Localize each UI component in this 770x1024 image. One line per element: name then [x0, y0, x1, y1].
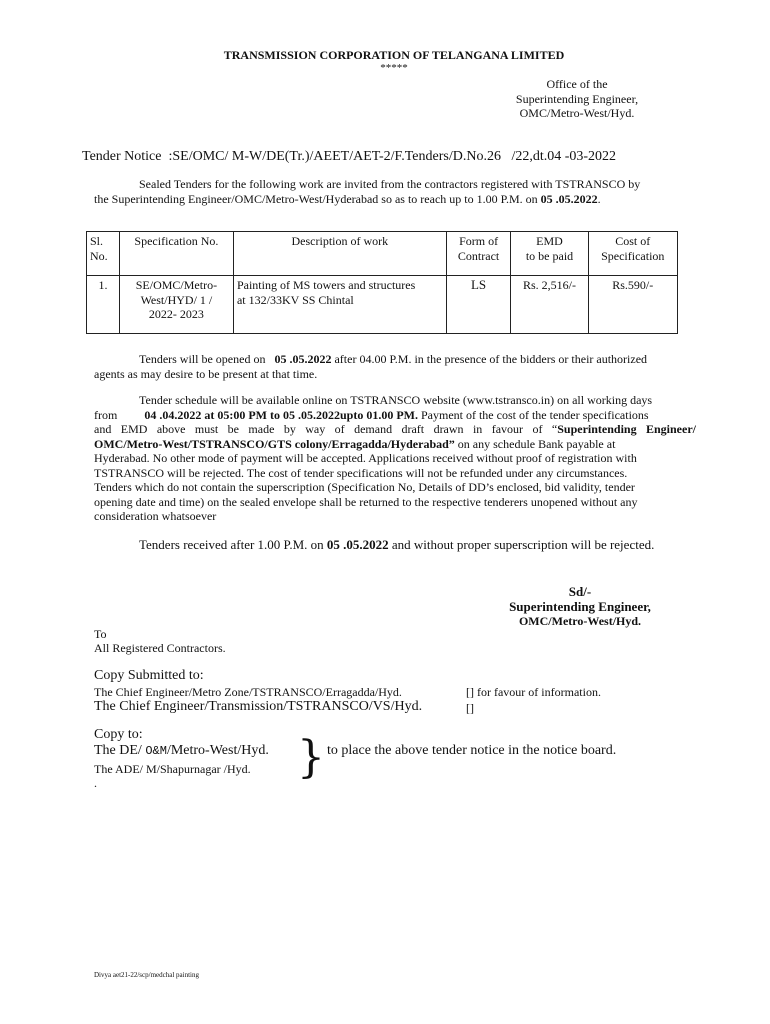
brace-glyph: }	[297, 732, 325, 783]
schedule-dates: 04 .04.2022 at 05:00 PM to 05 .05.2022upto 01.00 PM.	[144, 407, 418, 422]
header-emd	[511, 232, 588, 276]
cell-sl: 1.	[87, 276, 120, 334]
schedule-line	[94, 422, 696, 437]
cell-emd: Rs. 2,516/-	[511, 276, 588, 334]
payee-name: Superintending Engineer/	[557, 422, 696, 436]
opening-date: 05 .05.2022	[274, 352, 332, 366]
signature-title: Superintending Engineer,	[509, 599, 651, 614]
payee-address: OMC/Metro-West/TSTRANSCO/GTS colony/Erragadda/Hyderabad”	[94, 436, 455, 451]
header-text: Form of	[459, 234, 499, 248]
cell-desc	[233, 276, 446, 334]
spec-line: West/HYD/ 1 /	[140, 292, 213, 307]
office-line: Superintending Engineer,	[515, 91, 639, 106]
copy-to-label: Copy to:	[94, 727, 143, 742]
copy-to-text: The DE/	[94, 743, 142, 758]
office-address	[502, 77, 652, 121]
signature-sd: Sd/-	[568, 584, 592, 599]
schedule-text: Payment of the cost of the tender specifications	[420, 407, 649, 422]
header-cost	[588, 232, 677, 276]
intro-line2	[94, 192, 601, 207]
intro-end: .	[597, 192, 601, 206]
header-text: Specification No.	[134, 234, 219, 248]
header-text: No.	[90, 248, 108, 263]
schedule-text: on any schedule Bank payable at	[454, 436, 616, 451]
schedule-text: and EMD above must be made by way of demand draft drawn in favour of “	[94, 422, 558, 436]
office-line: OMC/Metro-West/Hyd.	[519, 106, 635, 120]
header-form	[446, 232, 511, 276]
to-recipients: All Registered Contractors.	[94, 641, 226, 655]
opening-line2: agents as may desire to be present at that time.	[94, 367, 318, 381]
received-text-post: and without proper superscription will be rejected.	[391, 537, 655, 552]
header-text: EMD	[536, 234, 563, 248]
signature-office: OMC/Metro-West/Hyd.	[518, 614, 642, 628]
schedule-line: TSTRANSCO will be rejected. The cost of tender specifications will not be refunded under any circumstances.	[94, 465, 628, 480]
cell-spec	[119, 276, 233, 334]
header-desc	[233, 232, 446, 276]
opening-text-post: after 04.00 P.M. in the presence of the bidders or their authorized	[334, 352, 648, 366]
header-spec	[119, 232, 233, 276]
received-date: 05 .05.2022	[326, 537, 389, 552]
from-text: from	[94, 407, 118, 422]
schedule-paragraph	[94, 393, 696, 524]
copy-submitted-line1: The Chief Engineer/Metro Zone/TSTRANSCO/Erragadda/Hyd.	[94, 685, 402, 699]
copy-to-line1	[94, 743, 269, 759]
header-text: Specification	[601, 248, 665, 263]
header-text: Contract	[457, 248, 500, 263]
office-line: Office of the	[546, 77, 608, 91]
table-header-row	[87, 232, 678, 276]
opening-text: Tenders will be opened on	[139, 352, 266, 366]
spec-line: SE/OMC/Metro-	[135, 278, 218, 292]
header-sl	[87, 232, 120, 276]
header-text: Description of work	[291, 234, 389, 248]
table-row	[87, 276, 678, 334]
schedule-line	[94, 408, 696, 423]
copy-to-text-post: /Metro-West/Hyd.	[166, 743, 269, 758]
schedule-line	[94, 437, 696, 452]
schedule-line: Tenders which do not contain the superscription (Specification No, Details of DD’s enclosed, bid validity, tender	[94, 480, 635, 494]
cell-form: LS	[446, 276, 511, 334]
header-text: to be paid	[525, 248, 574, 263]
copy-submitted-label: Copy Submitted to:	[94, 668, 204, 683]
intro-text: the Superintending Engineer/OMC/Metro-West/Hyderabad so as to reach up to 1.00 P.M. on	[94, 192, 538, 206]
copy-to-note: to place the above tender notice in the notice board.	[327, 743, 617, 758]
tender-reference: Tender Notice :SE/OMC/ M-W/DE(Tr.)/AEET/AET-2/F.Tenders/D.No.26 /22,dt.04 -03-2022	[82, 149, 617, 164]
schedule-line: Tender schedule will be available online on TSTRANSCO website (www.tstransco.in) on all working days	[139, 393, 653, 407]
received-line	[139, 537, 654, 553]
desc-line: at 132/33KV SS Chintal	[236, 292, 354, 307]
schedule-line: consideration whatsoever	[94, 509, 217, 523]
to-label: To	[94, 627, 107, 641]
reach-date: 05 .05.2022	[540, 192, 598, 206]
tender-table	[86, 231, 678, 334]
copy-to-dot: .	[94, 776, 97, 790]
header-text: Sl.	[90, 234, 104, 248]
copy-submitted-note2: []	[466, 701, 474, 715]
schedule-line: Hyderabad. No other mode of payment will be accepted. Applications received without proof of registration with	[94, 451, 637, 465]
schedule-line: opening date and time) on the sealed envelope shall be returned to the respective tenderers unopened without any	[94, 494, 638, 509]
intro-line1: Sealed Tenders for the following work are invited from the contractors registered with TSTRANSCO by	[139, 177, 641, 191]
org-title: TRANSMISSION CORPORATION OF TELANGANA LIMITED	[223, 48, 565, 62]
copy-submitted-note1: [] for favour of information.	[466, 685, 601, 699]
opening-line1	[139, 352, 647, 367]
copy-submitted-line2: The Chief Engineer/Transmission/TSTRANSCO/VS/Hyd.	[94, 699, 423, 714]
stars-divider: *****	[380, 62, 408, 74]
spec-line: 2022- 2023	[148, 307, 204, 321]
cell-cost: Rs.590/-	[588, 276, 677, 334]
desc-line: Painting of MS towers and structures	[236, 278, 416, 292]
copy-to-om: O&M	[145, 744, 167, 758]
header-text: Cost of	[615, 234, 651, 248]
footer-file-ref: Divya aet21-22/scp/medchal painting	[94, 971, 199, 979]
copy-to-line2: The ADE/ M/Shapurnagar /Hyd.	[94, 762, 251, 776]
received-text: Tenders received after 1.00 P.M. on	[139, 537, 324, 552]
